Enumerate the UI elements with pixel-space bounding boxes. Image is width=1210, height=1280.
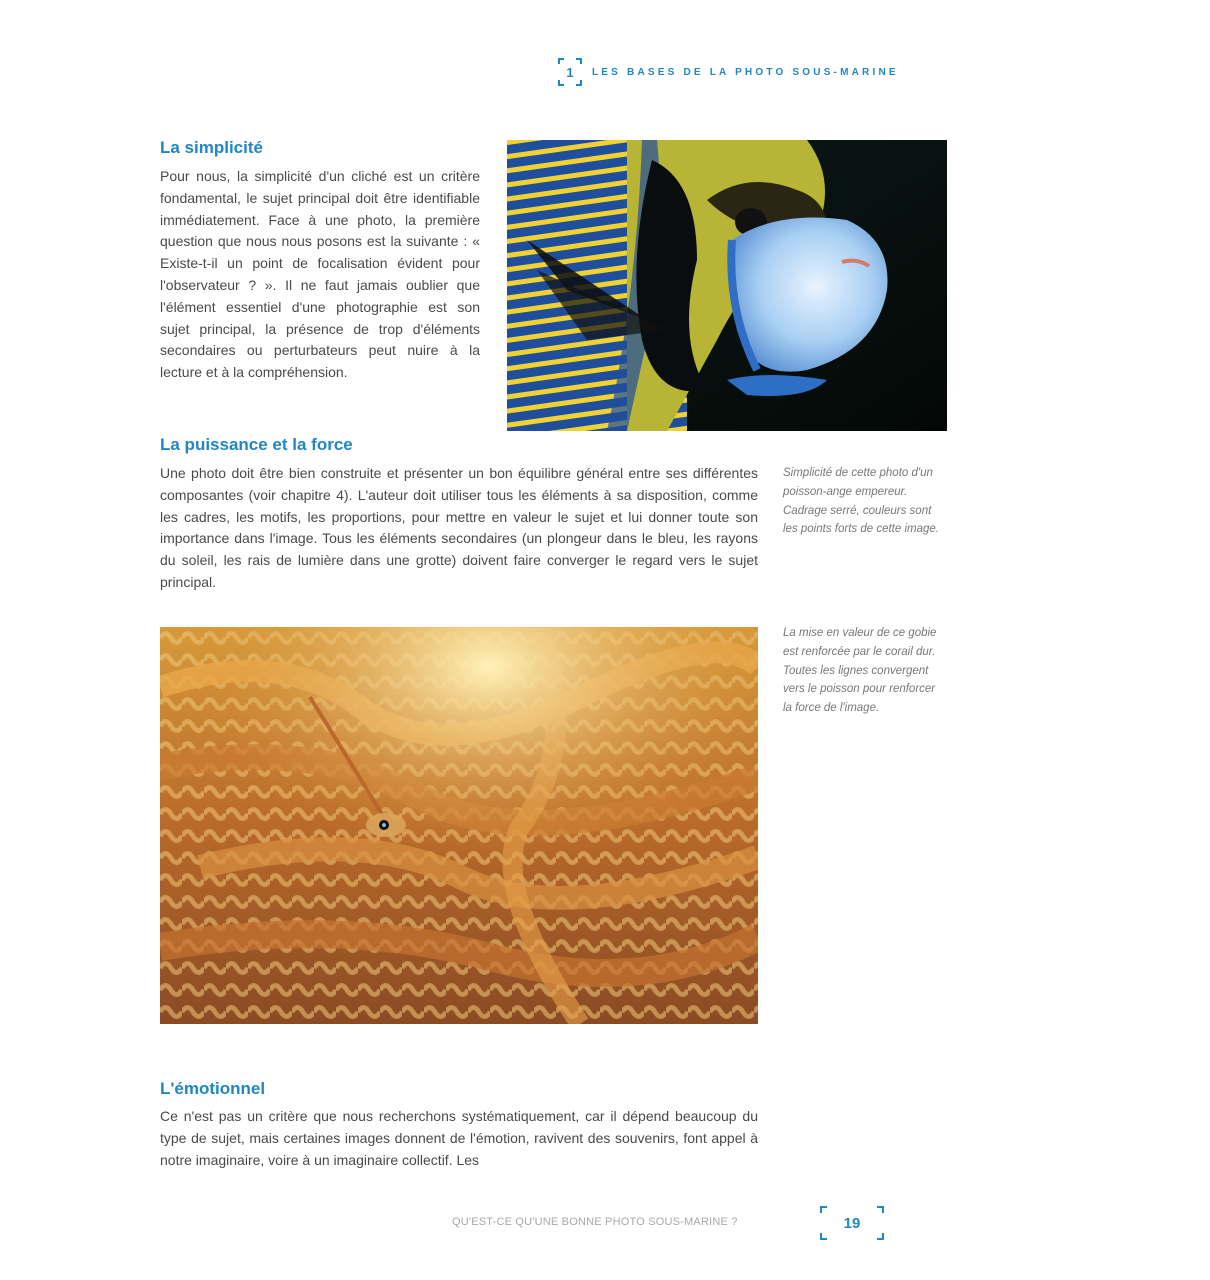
caption-coral-goby: La mise en valeur de ce gobie est renforcée par le corail dur. Toutes les lignes convergent vers le poisson pour renforcer la force de l'image.	[783, 627, 937, 715]
photo-coral-goby	[160, 627, 758, 1024]
section-text-puissance: Une photo doit être bien construite et présenter un bon équilibre général entre ses différentes composantes (voir chapitre 4). L'auteur doit utiliser tous les éléments à sa disposition, comme les cadres, les motifs, les proportions, pour mettre en valeur le sujet et lui donner toute son importance dans l'image. Tous les éléments secondaires (un plongeur dans le bleu, les rayons du soleil, les rais de lumière dans une grotte) doivent faire converger le regard vers le sujet principal.	[160, 465, 758, 590]
section-text-simplicite: Pour nous, la simplicité d'un cliché est un critère fondamental, le sujet principal doit être identifiable immédiatement. Face à une photo, la première question que nous nous posons est la suivante : « Existe-t-il un point de focalisation évident pour l'observateur ? ». Il ne faut jamais oublier que l'élément essentiel d'une photographie est son sujet principal, la présence de trop d'éléments secondaires ou perturbateurs peut nuire à la lecture et à la compréhension.	[160, 168, 480, 381]
running-footer-title: QU'EST-CE QU'UNE BONNE PHOTO SOUS-MARINE ?	[452, 1216, 738, 1228]
chapter-number-badge	[558, 58, 582, 86]
section-heading-emotionnel: L'émotionnel	[160, 1079, 266, 1098]
section-text-emotionnel: Ce n'est pas un critère que nous recherchons systématiquement, car il dépend beaucoup du type de sujet, mais certaines images donnent de l'émotion, ravivent des souvenirs, font appel à notre imaginaire, voire à un imaginaire collectif. Les	[160, 1108, 758, 1168]
chapter-header	[558, 57, 899, 87]
section-heading-puissance: La puissance et la force	[160, 435, 353, 454]
chapter-number: 1	[566, 64, 574, 80]
page-number-badge	[820, 1206, 884, 1240]
section-heading-simplicite: La simplicité	[160, 138, 263, 157]
chapter-title: LES BASES DE LA PHOTO SOUS-MARINE	[592, 66, 899, 78]
photo-emperor-angelfish	[507, 140, 947, 431]
page-number: 19	[843, 1214, 861, 1232]
caption-angelfish: Simplicité de cette photo d'un poisson-ange empereur. Cadrage serré, couleurs sont les points forts de cette image.	[783, 467, 939, 536]
